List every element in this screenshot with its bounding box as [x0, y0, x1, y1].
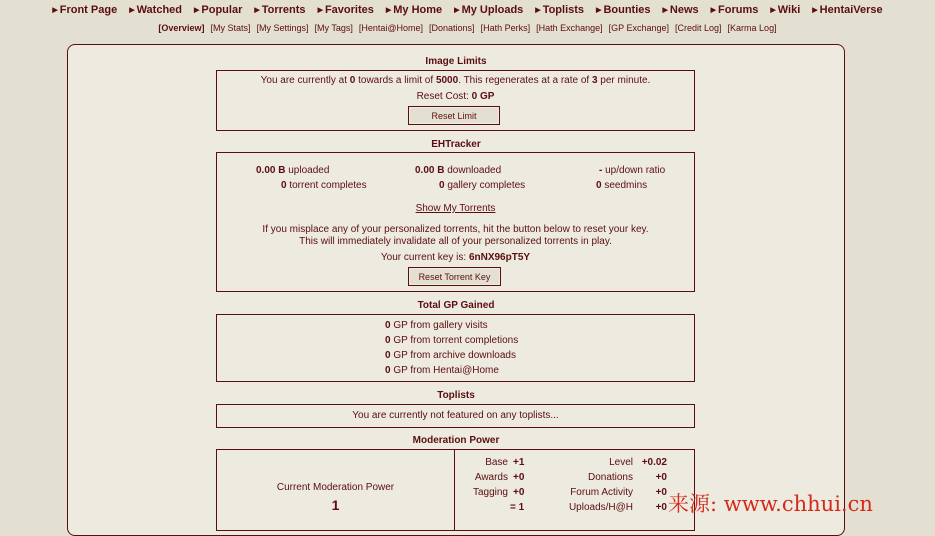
arrow-right-icon: ▶ [129, 7, 135, 14]
torrent-completes-label: torrent completes [286, 180, 367, 191]
arrow-right-icon: ▶ [52, 7, 58, 14]
downloaded-label: downloaded [444, 165, 502, 176]
gp-value: 0 [385, 365, 391, 376]
seedmins-label: seedmins [601, 180, 648, 191]
gp-row [385, 335, 518, 346]
uploaded-stat [256, 165, 329, 176]
nav-bounties[interactable] [596, 4, 650, 16]
subnav-my-tags[interactable]: [My Tags] [314, 23, 353, 33]
torrent-completes-value: 0 [281, 180, 287, 191]
reset-cost-value: 0 GP [471, 91, 495, 102]
gp-value: 0 [385, 335, 391, 346]
current-key [217, 252, 694, 263]
nav-watched[interactable] [129, 4, 182, 16]
nav-label: Forums [718, 4, 759, 16]
status-text: You are currently at [260, 75, 350, 86]
total-gp-title: Total GP Gained [417, 300, 495, 311]
nav-wiki[interactable] [770, 4, 800, 16]
mod-left-label: Tagging [472, 487, 508, 498]
uploaded-label: uploaded [285, 165, 330, 176]
home-subnav [0, 21, 935, 35]
nav-forums[interactable] [711, 4, 759, 16]
nav-label: HentaiVerse [819, 4, 883, 16]
arrow-right-icon: ▶ [385, 7, 392, 14]
gallery-completes-label: gallery completes [444, 180, 526, 191]
gp-label: GP from Hentai@Home [390, 365, 499, 376]
nav-label: Bounties [603, 4, 651, 16]
reset-cost [217, 91, 694, 102]
mod-right-label: Level [609, 457, 633, 468]
arrow-right-icon: ▶ [194, 7, 200, 14]
mod-right-value: +0.02 [641, 457, 667, 468]
status-text: per minute. [597, 75, 651, 86]
gp-row [385, 365, 499, 376]
subnav-my-settings[interactable]: [My Settings] [256, 23, 309, 33]
subnav-my-stats[interactable]: [My Stats] [210, 23, 251, 33]
regen-rate: 3 [591, 75, 598, 86]
nav-popular[interactable] [194, 4, 242, 16]
total-gp-box [216, 314, 695, 382]
gp-value: 0 [385, 350, 391, 361]
arrow-right-icon: ▶ [596, 7, 602, 14]
nav-label: Popular [201, 4, 243, 16]
subnav-hath-exchange[interactable]: [Hath Exchange] [536, 23, 603, 33]
mod-left-value: +1 [513, 457, 525, 468]
current-moderation-label: Current Moderation Power [276, 482, 395, 493]
limit-count: 5000 [435, 75, 459, 86]
subnav-hath-perks[interactable]: [Hath Perks] [480, 23, 531, 33]
gp-value: 0 [385, 320, 391, 331]
nav-my-home[interactable] [386, 4, 442, 16]
misplace-line-1: If you misplace any of your personalized torrents, hit the button below to reset your key. [262, 224, 649, 235]
nav-label: Front Page [59, 4, 118, 16]
nav-news[interactable] [663, 4, 699, 16]
overview-panel [67, 44, 845, 536]
reset-limit-button[interactable]: Reset Limit [408, 106, 500, 125]
nav-label: Watched [136, 4, 183, 16]
mod-right-value: +0 [655, 487, 667, 498]
downloaded-stat [415, 165, 501, 176]
subnav-hentai-at-home[interactable]: [Hentai@Home] [358, 23, 424, 33]
torrent-completes-stat [281, 180, 367, 191]
toplists-box [216, 404, 695, 428]
toplists-message: You are currently not featured on any toplists... [352, 410, 559, 421]
subnav-overview[interactable]: [Overview] [158, 23, 205, 33]
mod-right-value: +0 [655, 472, 667, 483]
arrow-right-icon: ▶ [662, 7, 668, 14]
nav-torrents[interactable] [254, 4, 305, 16]
moderation-box [216, 449, 695, 531]
gp-row [385, 320, 488, 331]
gp-row [385, 350, 516, 361]
ratio-label: up/down ratio [602, 165, 666, 176]
watermark: 来源: www.chhui.cn [668, 492, 873, 516]
seedmins-value: 0 [596, 180, 602, 191]
show-torrents-row [217, 203, 694, 214]
nav-toplists[interactable] [535, 4, 584, 16]
arrow-right-icon: ▶ [770, 7, 776, 14]
arrow-right-icon: ▶ [535, 7, 541, 14]
arrow-right-icon: ▶ [254, 7, 260, 14]
nav-label: My Uploads [461, 4, 524, 16]
arrow-right-icon: ▶ [710, 7, 717, 14]
moderation-title: Moderation Power [412, 435, 500, 446]
reset-cost-label: Reset Cost: [416, 91, 472, 102]
gallery-completes-stat [439, 180, 525, 191]
nav-label: News [669, 4, 699, 16]
image-limits-title: Image Limits [425, 56, 487, 67]
image-limits-box [216, 70, 695, 131]
key-value: 6nNX96pT5Y [468, 252, 531, 263]
subnav-gp-exchange[interactable]: [GP Exchange] [608, 23, 670, 33]
current-count: 0 [349, 75, 356, 86]
key-label: Your current key is: [380, 252, 469, 263]
mod-right-label: Uploads/H@H [568, 502, 633, 513]
arrow-right-icon: ▶ [812, 7, 818, 14]
ratio-value: - [599, 165, 603, 176]
toplists-title: Toplists [437, 390, 475, 401]
gp-label: GP from gallery visits [390, 320, 488, 331]
mod-left-value: +0 [513, 472, 525, 483]
show-my-torrents-link[interactable]: Show My Torrents [415, 203, 496, 214]
current-moderation-value: 1 [331, 497, 340, 513]
nav-label: Toplists [542, 4, 585, 16]
subnav-karma-log[interactable]: [Karma Log] [727, 23, 777, 33]
status-text: . This regenerates at a rate of [458, 75, 592, 86]
arrow-right-icon: ▶ [454, 7, 460, 14]
nav-hentaiverse[interactable] [812, 4, 882, 16]
mod-right-value: +0 [655, 502, 667, 513]
misplace-line-2: This will immediately invalidate all of your personalized torrents in play. [299, 236, 612, 247]
status-text: towards a limit of [355, 75, 436, 86]
downloaded-value: 0.00 B [415, 165, 445, 176]
mod-left-value: +0 [513, 487, 525, 498]
mod-left-label: Base [485, 457, 508, 468]
gp-label: GP from torrent completions [390, 335, 519, 346]
image-limits-status [217, 75, 694, 86]
reset-torrent-key-button[interactable]: Reset Torrent Key [408, 267, 501, 286]
gp-label: GP from archive downloads [390, 350, 516, 361]
arrow-right-icon: ▶ [317, 7, 323, 14]
nav-my-uploads[interactable] [454, 4, 523, 16]
ratio-stat [599, 165, 665, 176]
subnav-credit-log[interactable]: [Credit Log] [675, 23, 722, 33]
uploaded-value: 0.00 B [256, 165, 286, 176]
nav-label: Favorites [324, 4, 374, 16]
main-nav [0, 0, 935, 20]
nav-label: Wiki [777, 4, 801, 16]
mod-right-label: Forum Activity [570, 487, 633, 498]
nav-front-page[interactable] [52, 4, 117, 16]
mod-left-total: = 1 [510, 502, 525, 513]
mod-left-label: Awards [474, 472, 508, 483]
nav-favorites[interactable] [318, 4, 374, 16]
ehtracker-box [216, 152, 695, 292]
seedmins-stat [596, 180, 647, 191]
ehtracker-title: EHTracker [431, 139, 481, 150]
gallery-completes-value: 0 [439, 180, 445, 191]
subnav-donations[interactable]: [Donations] [429, 23, 475, 33]
nav-label: Torrents [261, 4, 306, 16]
nav-label: My Home [393, 4, 443, 16]
mod-right-label: Donations [587, 472, 633, 483]
